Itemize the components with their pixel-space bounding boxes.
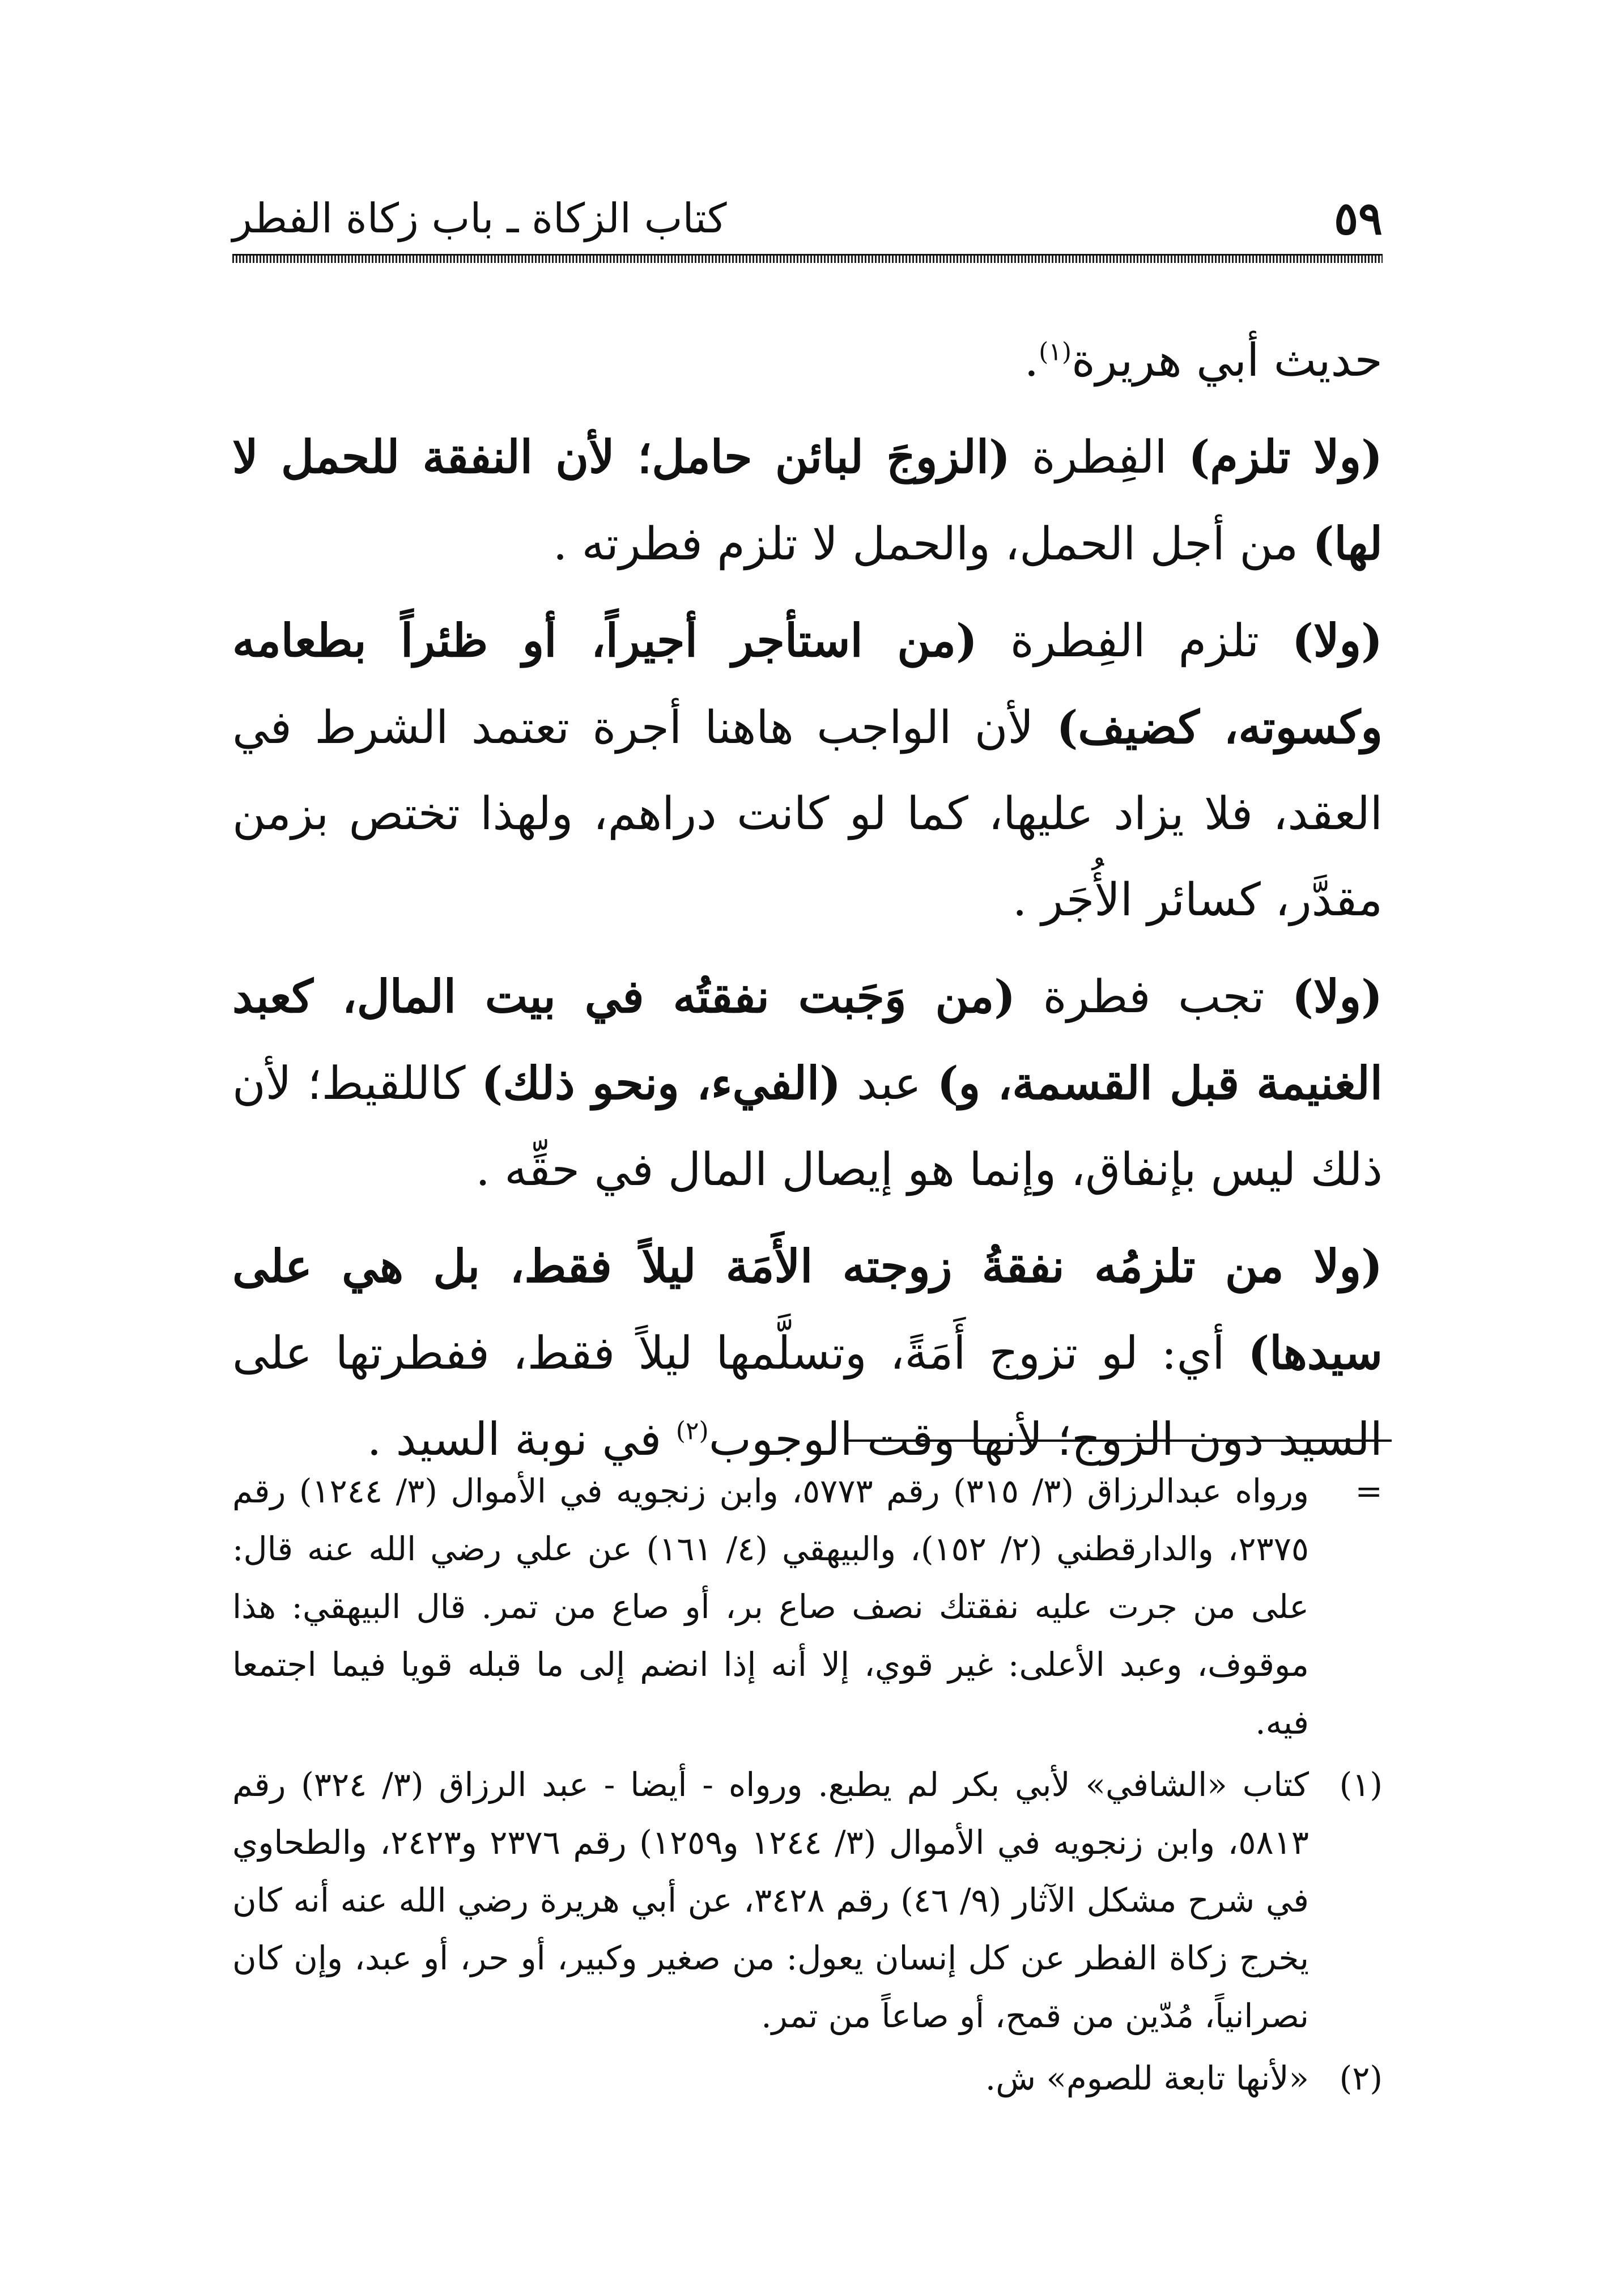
matn-phrase: (ولا تلزم) <box>1188 430 1383 483</box>
sharh-text: كاللقيط؛ لأن ذلك ليس بإنفاق، وإنما هو إيصال المال في حقِّه . <box>232 1057 1383 1196</box>
sharh-text: أي: لو تزوج أَمَةً، وتسلَّمها ليلاً فقط، ففطرتها على السيد دون الزوج؛ لأنها وقت الوجوب <box>232 1327 1383 1466</box>
footnotes <box>232 1462 1383 2112</box>
matn-phrase: (ولا من تلزمُه نفقةُ زوجته الأَمَة ليلاً فقط، بل هي على سيدها) <box>232 1239 1383 1379</box>
footnote-marker: (٢) <box>1339 2059 1383 2097</box>
paragraph-1-text: حديث أبي هريرة <box>1072 334 1383 387</box>
sharh-text: تلزم الفِطرة <box>977 614 1293 667</box>
sharh-text: عبد <box>841 1057 937 1110</box>
footnote-1 <box>232 1756 1383 2045</box>
paragraph-4 <box>232 953 1383 1213</box>
main-text <box>232 317 1383 1483</box>
paragraph-1 <box>232 317 1383 404</box>
footnote-ref-1: (١) <box>1039 337 1072 367</box>
matn-phrase: (من وَجَبت نفقتُه في بيت المال، كعبد الغنيمة قبل القسمة، و) <box>232 970 1383 1110</box>
page-number: ٥٩ <box>1334 192 1383 245</box>
matn-phrase: (الزوجَ لبائن حامل؛ لأن النفقة للحمل لا لها) <box>232 430 1383 570</box>
running-header <box>232 187 1383 249</box>
footnote-ref-2: (٢) <box>675 1416 709 1446</box>
matn-phrase: (الفيء، ونحو ذلك) <box>481 1056 841 1110</box>
footnote-marker: (١) <box>1339 1765 1383 1804</box>
footnote-marker: = <box>1355 1472 1383 1510</box>
paragraph-3 <box>232 597 1383 943</box>
footnote-continued <box>232 1462 1383 1751</box>
matn-phrase: (ولا) <box>1292 970 1383 1023</box>
footnote-text: ورواه عبدالرزاق (٣/ ٣١٥) رقم ٥٧٧٣، وابن زنجويه في الأموال (٣/ ١٢٤٤) رقم ٢٣٧٥، والدارقطني (٢/ ١٥٢)، والبيهقي (٤/ ١٦١) عن علي رضي الله عنه قال: على من جرت عليه نفقتك نصف صاع بر، أو صاع من تمر. قال البيهقي: هذا موقوف، وعبد الأعلى: غير قوي، إلا أنه إذا انضم إلى ما قبله قويا فيما اجتمعا فيه. <box>232 1472 1309 1742</box>
footnote-text: كتاب «الشافي» لأبي بكر لم يطبع. ورواه - أيضا - عبد الرزاق (٣/ ٣٢٤) رقم ٥٨١٣، وابن زنجويه في الأموال (٣/ ١٢٤٤ و١٢٥٩) رقم ٢٣٧٦ و٢٤٢٣، والطحاوي في شرح مشكل الآثار (٩/ ٤٦) رقم ٣٤٢٨، عن أبي هريرة رضي الله عنه أنه كان يخرج زكاة الفطر عن كل إنسان يعول: من صغير وكبير، أو حر، أو عبد، وإن كان نصرانياً، مُدّين من قمح، أو صاعاً من تمر. <box>232 1765 1309 2035</box>
sharh-text: من أجل الحمل، والحمل لا تلزم فطرته . <box>552 517 1313 570</box>
matn-phrase: (ولا) <box>1292 614 1383 667</box>
sharh-text: الفِطرة <box>1010 431 1189 483</box>
footnote-divider <box>848 1440 1392 1442</box>
paragraph-1-end: . <box>1024 334 1039 387</box>
sharh-text: تجب فطرة <box>1015 970 1293 1023</box>
header-title: كتاب الزكاة ـ باب زكاة الفطر <box>232 194 727 242</box>
header-divider <box>232 254 1383 263</box>
matn-phrase: (من استأجر أجيراً، أو ظئراً بطعامه وكسوته، كضيف) <box>232 614 1383 754</box>
footnote-text: «لأنها تابعة للصوم» ش. <box>985 2059 1309 2097</box>
sharh-text: في نوبة السيد . <box>367 1413 676 1466</box>
paragraph-5 <box>232 1223 1383 1483</box>
footnote-2 <box>232 2049 1383 2107</box>
paragraph-2 <box>232 414 1383 587</box>
sharh-text: لأن الواجب هاهنا أجرة تعتمد الشرط في العقد، فلا يزاد عليها، كما لو كانت دراهم، ولهذا تختص بزمن مقدَّر، كسائر الأُجَر . <box>232 701 1383 926</box>
